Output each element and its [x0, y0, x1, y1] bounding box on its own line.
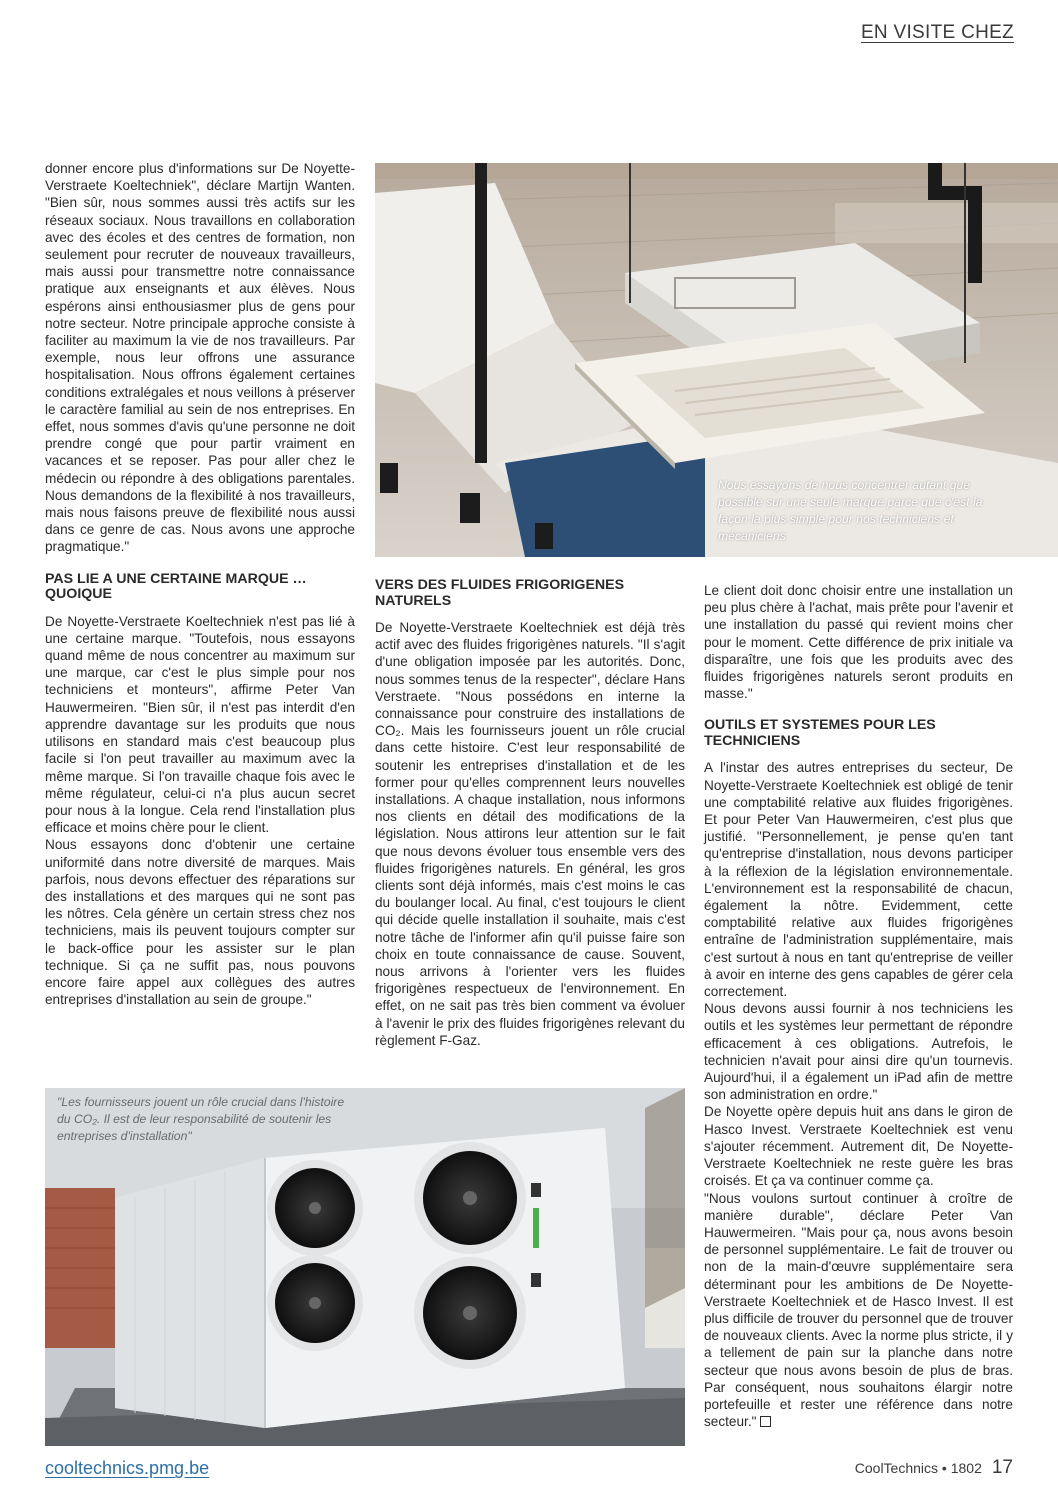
article-column-3	[704, 582, 1013, 1430]
photo-ceiling-cassette	[375, 163, 1058, 557]
paragraph: De Noyette-Verstraete Koeltechniek est déjà très actif avec des fluides frigorigènes naturels. "Il s'agit d'une obligation imposée par les autorités. Donc, nous sommes tenus de la respecter", déclare Hans Verstraete. "Nous possédons en interne la connaissance pour construire des installations de CO₂. Mais les fournisseurs jouent un rôle crucial dans cette histoire. C'est leur responsabilité de soutenir les entreprises d'installation et de les former pour qu'elles comprennent leurs nouvelles installations. A chaque installation, nous informons nos clients en détail des modifications de la législation. Nous attirons leur attention sur le fait que nous devons évoluer tous ensemble vers des fluides frigorigènes naturels. En général, les gros clients sont déjà informés, mais c'est moins le cas du boulanger local. Au final, c'est toujours le client qui décide quelle installation il souhaite, mais c'est notre tâche de l'informer afin qu'il puisse faire son choix en toute connaissance de cause. Souvent, nous arrivons à l'orienter vers les fluides frigorigènes respectueux de l'environnement. En effet, on ne sait pas très bien comment va évoluer à l'avenir le prix des fluides frigorigènes relevant du règlement F-Gaz.	[375, 620, 685, 1048]
section-heading: VERS DES FLUIDES FRIGORIGENES NATURELS	[375, 577, 625, 609]
article-column-1	[45, 160, 355, 1008]
paragraph: donner encore plus d'informations sur De Noyette-Verstraete Koeltechniek", déclare Martijn Wanten. "Bien sûr, nous sommes aussi très actifs sur les réseaux sociaux. Nous travaillons en collaboration avec des écoles et des centres de formation, non seulement pour recruter de nouveaux travailleurs, mais aussi pour transmettre notre connaissance pratique aux enseignants et aux élèves. Nous espérons ainsi enthousiasmer plus de gens pour notre secteur. Notre principale approche consiste à faciliter au maximum la vie de nos travailleurs. Par exemple, nous leur offrons une assurance hospitalisation. Nous offrons également certaines conditions extralégales et nous veillons à préserver le caractère familial au sein de nos entreprises. En effet, nous sommes d'avis qu'une personne ne doit prendre congé que pour partir vraiment en vacances et se reposer. Pas pour aller chez le médecin ou répondre à des obligations parentales. Nous demandons de la flexibilité à nos travailleurs, mais nous faisons preuve de flexibilité nous aussi dans ce genre de cas. Nous avons une approche pragmatique."	[45, 161, 355, 555]
paragraph: De Noyette-Verstraete Koeltechniek n'est pas lié à une certaine marque. "Toutefois, nous essayons quand même de nous concentrer au maximum sur une marque, car c'est le plus simple pour nos techniciens et monteurs", affirme Peter Van Hauwermeiren. "Bien sûr, il n'est pas interdit d'en apprendre davantage sur les produits que nous utilisons en standard mais c'est beaucoup plus facile si l'on peut travailler au maximum avec la même marque. Si l'on travaille chaque fois avec le même régulateur, celui-ci n'a plus aucun secret pour nous à la longue. Cela rend l'installation plus efficace et moins chère pour le client.	[45, 613, 355, 836]
section-heading: OUTILS ET SYSTEMES POUR LES TECHNICIENS	[704, 717, 936, 749]
photo-caption: Nous essayons de nous concentrer autant que possible sur une seule marque parce que c'est la façon la plus simple pour nos techniciens et mécaniciens	[718, 478, 983, 543]
magazine-issue: CoolTechnics • 1802	[854, 1460, 982, 1476]
paragraph: Nous essayons donc d'obtenir une certaine uniformité dans notre diversité de marques. Mais parfois, nous devons effectuer des réparations sur des installations et des marques qui ne sont pas les nôtres. Cela génère un certain stress chez nos techniciens, mais ils peuvent toujours compter sur le back-office pour les assister sur le plan technique. Si ça ne suffit pas, nous pouvons encore faire appel aux collègues des autres entreprises d'installation au sein de groupe."	[45, 837, 355, 1008]
folio	[855, 1457, 1013, 1479]
website-link[interactable]: cooltechnics.pmg.be	[45, 1458, 210, 1478]
paragraph: Le client doit donc choisir entre une installation un peu plus chère à l'achat, mais prête pour l'avenir et une installation du passé qui revient moins cher pour le moment. Cette différence de prix initiale va disparaître, une fois que les produits avec des fluides frigorigènes naturels seront produits en masse."	[704, 583, 1013, 702]
paragraph-text: "Nous voulons surtout continuer à croître de manière durable", déclare Peter Van Hauwermeiren. "Mais pour ça, nous avons besoin de personnel supplémentaire. Le fait de trouver ou non de la main-d'œuvre supplémentaire sera déterminant pour les ambitions de De Noyette-Verstraete Koeltechniek et de Hasco Invest. Il est plus difficile de trouver du personnel que de trouver de nouveaux clients. Avec la norme plus stricte, il y a tellement de pain sur la planche dans notre secteur que nous avons besoin de plus de bras. Par conséquent, nous souhaitons élargir notre portefeuille et rester une référence dans notre secteur."	[704, 1190, 1013, 1430]
article-column-2	[375, 578, 685, 1049]
photo-rooftop-condenser	[45, 1088, 685, 1446]
paragraph	[704, 1190, 1013, 1431]
paragraph: A l'instar des autres entreprises du secteur, De Noyette-Verstraete Koeltechniek est obligé de tenir une comptabilité relative aux fluides frigorigènes. Et pour Peter Van Hauwermeiren, c'est plus que justifié. "Personnellement, je pense qu'en tant qu'entreprise d'installation, nous devons participer à la réflexion de la législation environnementale. L'environnement est la responsabilité de chacun, également la nôtre. Evidemment, cette comptabilité relative aux fluides frigorigènes entraîne de l'administration supplémentaire, mais c'est surtout à nous en tant qu'entreprise de veiller à avoir en interne des gens capables de gérer cela correctement.	[704, 760, 1013, 1000]
photo-caption: "Les fournisseurs jouent un rôle crucial dans l'histoire du CO₂. Il est de leur responsabilité de soutenir les entreprises d'installation"	[57, 1095, 345, 1143]
section-heading: PAS LIE A UNE CERTAINE MARQUE … QUOIQUE	[45, 570, 307, 603]
page-number: 17	[991, 1457, 1013, 1478]
paragraph: Nous devons aussi fournir à nos techniciens les outils et les systèmes leur permettant de répondre efficacement à ces obligations. Autrefois, le technicien n'avait pour ainsi dire qu'un tournevis. Aujourd'hui, il a également un iPad afin de mettre son administration en ordre."	[704, 1001, 1013, 1103]
section-tag: EN VISITE CHEZ	[860, 22, 1014, 43]
end-square-icon	[760, 1416, 771, 1427]
paragraph: De Noyette opère depuis huit ans dans le giron de Hasco Invest. Verstraete Koeltechniek est venu s'ajouter récemment. Autrement dit, De Noyette-Verstraete Koeltechniek ne reste guère les bras croisés. Et ça va continuer comme ça.	[704, 1104, 1013, 1189]
